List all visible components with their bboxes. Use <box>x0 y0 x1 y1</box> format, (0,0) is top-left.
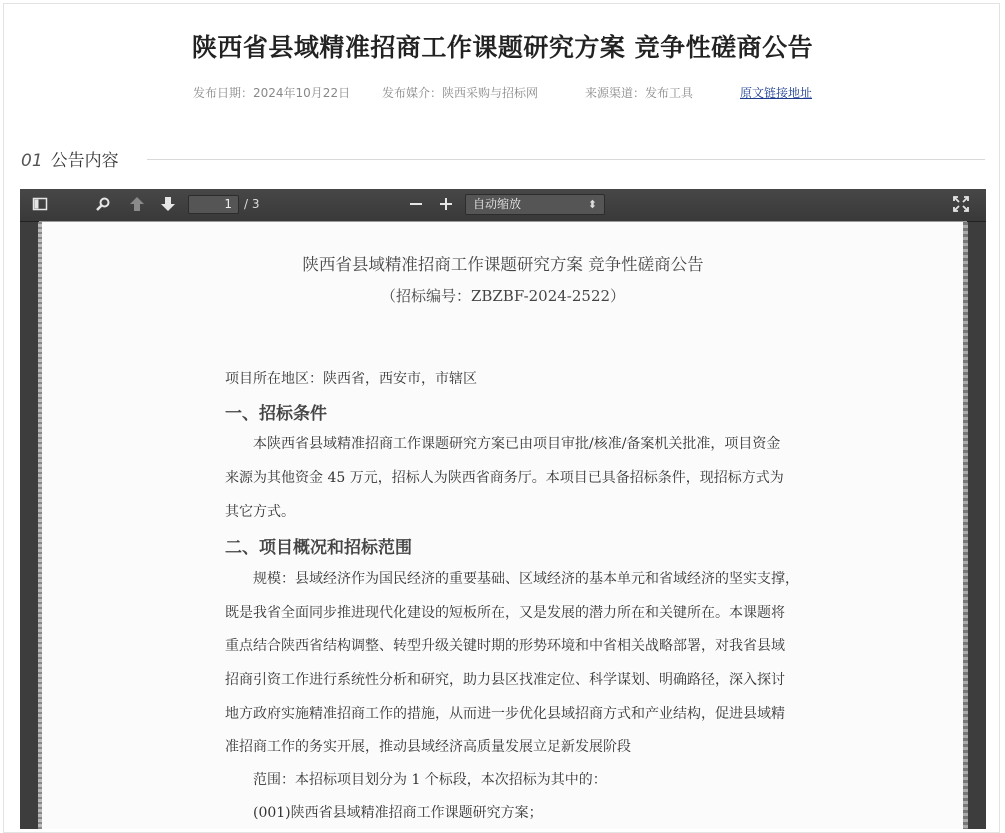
document-line: 规模：县域经济作为国民经济的重要基础、区域经济的基本单元和省域经济的坚实支撑， <box>225 571 799 587</box>
section-divider <box>147 159 985 160</box>
document-code: （招标编号：ZBZBF-2024-2522） <box>380 287 626 305</box>
pdf-toolbar <box>20 189 986 222</box>
page-number-input[interactable]: 1 <box>188 195 239 214</box>
next-page-icon[interactable] <box>159 196 177 214</box>
sidebar-toggle-icon[interactable] <box>31 196 49 214</box>
previous-page-icon[interactable] <box>128 196 146 214</box>
section-heading <box>21 146 119 171</box>
fullscreen-icon[interactable] <box>952 196 970 214</box>
chevron-updown-icon: ⬍ <box>587 198 597 211</box>
zoom-out-icon[interactable] <box>407 196 425 214</box>
document-line: 既是我省全面同步推进现代化建设的短板所在，又是发展的潜力所在和关键所在。本课题将 <box>225 605 785 621</box>
document-line: 范围：本招标项目划分为 1 个标段，本次招标为其中的： <box>225 772 607 788</box>
publish-date: 发布日期：2024年10月22日 <box>193 86 351 100</box>
zoom-select-value: 自动缩放 <box>473 197 522 211</box>
section-number: 01 <box>21 151 43 171</box>
page-total: / 3 <box>244 197 260 211</box>
section2-heading: 二、项目概况和招标范围 <box>225 538 412 558</box>
document-line: 本陕西省县域精准招商工作课题研究方案已由项目审批/核准/备案机关批准，项目资金 <box>225 436 781 452</box>
zoom-in-icon[interactable] <box>437 196 455 214</box>
document-line: 其它方式。 <box>225 504 295 520</box>
document-line: (001)陕西省县域精准招商工作课题研究方案； <box>225 805 543 821</box>
document-line: 招商引资工作进行系统性分析和研究，助力县区找准定位、科学谋划、明确路径，深入探讨 <box>225 672 785 688</box>
document-region: 项目所在地区：陕西省，西安市，市辖区 <box>225 371 477 387</box>
pdf-page <box>40 222 966 829</box>
section-label: 公告内容 <box>50 151 119 171</box>
zoom-select[interactable] <box>465 194 605 215</box>
search-icon[interactable] <box>94 196 112 214</box>
document-line: 准招商工作的务实开展，推动县域经济高质量发展立足新发展阶段 <box>225 739 631 755</box>
document-line: 重点结合陕西省结构调整、转型升级关键时期的形势环境和中省相关战略部署，对我省县域 <box>225 638 785 654</box>
original-link[interactable]: 原文链接地址 <box>740 86 813 100</box>
pdf-viewer <box>20 189 986 829</box>
page-title: 陕西省县域精准招商工作课题研究方案 竞争性磋商公告 <box>191 33 814 62</box>
section1-heading: 一、招标条件 <box>225 404 327 424</box>
document-title: 陕西省县域精准招商工作课题研究方案 竞争性磋商公告 <box>302 255 704 274</box>
source-channel: 来源渠道：发布工具 <box>585 86 694 100</box>
document-line: 来源为其他资金 45 万元，招标人为陕西省商务厅。本项目已具备招标条件，现招标方式为 <box>225 470 784 486</box>
publish-media: 发布媒介：陕西采购与招标网 <box>382 86 539 100</box>
document-line: 地方政府实施精准招商工作的措施，从而进一步优化县域招商方式和产业结构，促进县域精 <box>225 706 785 722</box>
